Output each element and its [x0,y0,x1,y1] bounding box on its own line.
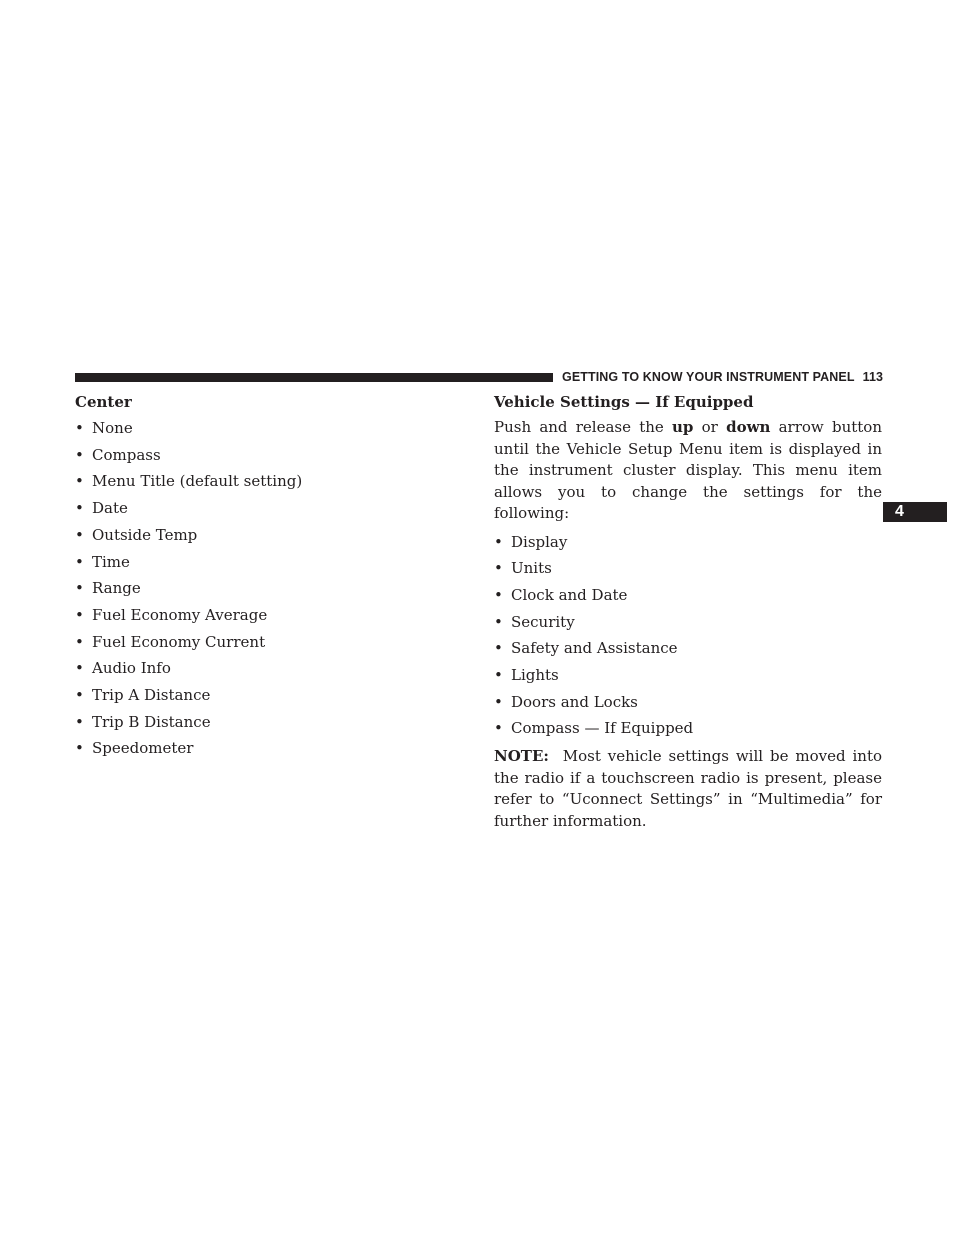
left-column [75,389,455,762]
list-item: • Trip B Distance [75,709,455,736]
note-text: Most vehicle settings will be moved into the radio if a touchscreen radio is present, please refer to “Uconnect Settings” in “Multimedia” for further information. [494,747,887,830]
right-column [494,389,887,832]
list-item: • Security [494,609,882,636]
list-item: • Doors and Locks [494,689,882,716]
header-rule [75,373,553,382]
list-item: • Lights [494,662,882,689]
list-item: • Range [75,575,455,602]
intro-paragraph [494,417,882,525]
page-number: 113 [862,370,884,384]
list-item: • Safety and Assistance [494,635,882,662]
list-item: • Fuel Economy Current [75,629,455,656]
chapter-tab: 4 [883,502,947,522]
list-item: • Date [75,495,455,522]
list-item: • Trip A Distance [75,682,455,709]
list-item: • Outside Temp [75,522,455,549]
list-item: • Fuel Economy Average [75,602,455,629]
list-item: • Speedometer [75,735,455,762]
note-paragraph [494,746,887,832]
list-item: • Menu Title (default setting) [75,468,455,495]
list-item: • Compass — If Equipped [494,715,882,742]
list-item: • Time [75,549,455,576]
list-item: • Units [494,555,882,582]
list-item: • Display [494,529,882,556]
vehicle-settings-heading: Vehicle Settings — If Equipped [494,393,754,411]
intro-text: Push and release the [494,418,673,436]
vehicle-settings-list [494,529,882,743]
note-label: NOTE: [494,747,549,766]
list-item: • Compass [75,442,455,469]
list-item: • None [75,415,455,442]
center-heading: Center [75,393,132,411]
list-item: • Audio Info [75,655,455,682]
intro-text: or [693,418,727,436]
down-keyword: down [726,418,771,436]
center-options-list [75,415,455,762]
header-title: GETTING TO KNOW YOUR INSTRUMENT PANEL [562,370,855,384]
running-header [562,370,884,384]
list-item: • Clock and Date [494,582,882,609]
up-keyword: up [672,418,694,436]
intro-text: arrow button until the Vehicle Setup Menu item is displayed in the instrument cluster display. This menu item allows you to change the settings for the following: [494,418,882,522]
